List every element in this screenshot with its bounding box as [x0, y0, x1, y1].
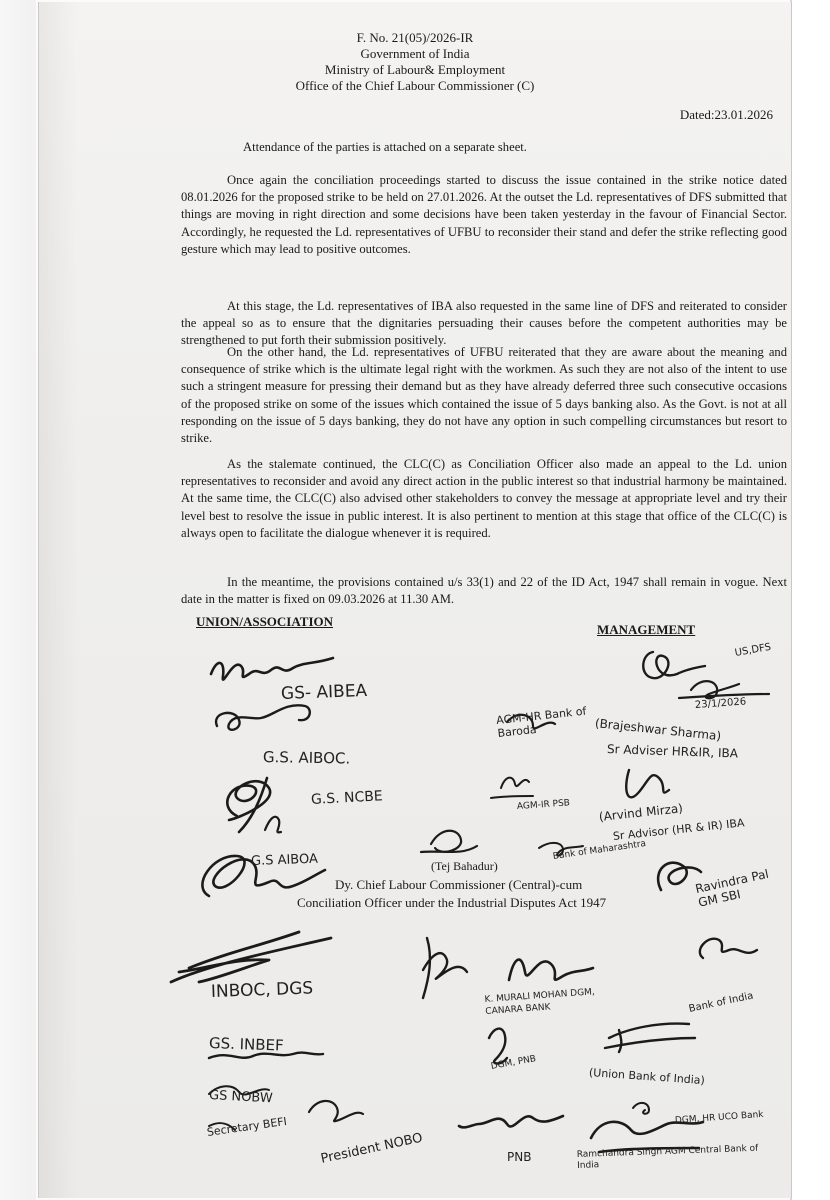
signature-label-arvind-mirza: (Arvind Mirza) [598, 801, 684, 824]
signature-label-sbi: Ravindra Pal GM SBI [694, 866, 770, 910]
signatory-role: Conciliation Officer under the Industrial Disputes Act 1947 [297, 895, 607, 910]
signature-label-uco-bank: DGM, HR UCO Bank [674, 1109, 764, 1126]
signature-label-pnb: PNB [507, 1150, 532, 1164]
signature-label-us-dfs: US,DFS [734, 641, 772, 659]
signature-label-befi: Secretary BEFI [206, 1114, 288, 1139]
paragraph-ufbu: On the other hand, the Ld. representatives of UFBU reiterated that they are aware about the meaning and consequence of strike which is the ultimate legal right with the workmen. As such they are not also of the intent to use such a stringent measure for pressing their demand but as they have already deferred three such consecutive occasions of the proposed strike on some of the issues which contained the issue of 5 days banking also. As the Govt. is not at all responding on the issue of 5 days banking, they do not have any option in such compelling circumstances but resort to strike. [181, 345, 787, 446]
paragraph-attendance: Attendance of the parties is attached on a separate sheet. [243, 140, 527, 154]
signature-label-gs-nobw: GS NOBW [208, 1088, 274, 1107]
paragraph-proceedings: Once again the conciliation proceedings started to discuss the issue contained in the strike notice dated 08.01.2026 for the proposed strike to be held on 27.01.2026. At the outset the Ld. representatives of DFS submitted that things are moving in right direction and some decisions have been taken yesterday in the favour of Financial Sector. Accordingly, he requested the Ld. representatives of UFBU to reconsider their stand and defer the strike reflecting good gesture which may lead to positive outcomes. [181, 173, 787, 256]
union-association-label: UNION/ASSOCIATION [196, 614, 334, 629]
left-margin [0, 0, 36, 1200]
signature-label-gs-ncbe: G.S. NCBE [310, 788, 384, 808]
signature-label-bank-of-india: Bank of India [687, 990, 755, 1015]
signature-label-gs-aibea: GS- AIBEA [280, 680, 368, 704]
signature-label-iba-advisor: Sr Advisor (HR & IR) IBA [612, 816, 746, 843]
signature-label-canara-bank: K. MURALI MOHAN DGM, CANARA BANK [484, 987, 596, 1017]
signatory-designation: Dy. Chief Labour Commissioner (Central)-cum [335, 877, 583, 892]
paragraph-stalemate: As the stalemate continued, the CLC(C) as Conciliation Officer also made an appeal to the Ld. union representatives to reconsider and avoid any direct action in the public interest so that industrial harmony be maintained. At the same time, the CLC(C) also advised other stakeholders to convey the message at appropriate level and try their level best to resolve the issue in public interest. It is also pertinent to mention at this stage that office of the CLC(C) is always open to facilitate the dialogue whenever it is required. [181, 457, 787, 540]
paragraph-iba: At this stage, the Ld. representatives of IBA also requested in the same line of DFS and reiterated to consider the appeal so as to ensure that the dignitaries persuading their causes before the competent authorities may be strengthened to put forth their submission positively. [181, 299, 787, 348]
right-margin [790, 0, 830, 1200]
file-number: F. No. 21(05)/2026-IR [356, 30, 474, 45]
document-page [38, 2, 792, 1198]
signature-label-iba-adviser: Sr Adviser HR&IR, IBA [606, 742, 739, 761]
signature-label-central-bank: Ramchandra Singh AGM Central Bank of India [576, 1143, 759, 1171]
signature-date: 23/1/2026 [694, 696, 747, 711]
document-date: Dated:23.01.2026 [679, 107, 773, 122]
signature-label-gs-inbef: GS. INBEF [208, 1034, 285, 1055]
signature-label-inboc-dgs: INBOC, DGS [210, 978, 314, 1002]
signature-label-bank-of-baroda: AGM-HR Bank of Baroda [495, 704, 587, 740]
paragraph-meantime: In the meantime, the provisions contained u/s 33(1) and 22 of the ID Act, 1947 shall remain in vogue. Next date in the matter is fixed on 09.03.2026 at 11.30 AM. [181, 575, 787, 607]
signatory-name: (Tej Bahadur) [431, 859, 498, 873]
signature-label-gs-aiboc: G.S. AIBOC. [262, 748, 351, 768]
signature-label-pnb-dgm: DGM, PNB [490, 1054, 537, 1072]
signature-label-psb: AGM-IR PSB [516, 798, 571, 812]
management-label: MANAGEMENT [597, 622, 696, 637]
signature-label-bank-of-maharashtra: Bank of Maharashtra [552, 838, 647, 862]
ministry-heading: Ministry of Labour& Employment [324, 62, 506, 77]
office-heading: Office of the Chief Labour Commissioner (C) [295, 78, 535, 93]
signature-label-nobo: President NOBO [319, 1130, 424, 1167]
signature-label-union-bank: (Union Bank of India) [588, 1066, 706, 1088]
signature-scribbles [39, 638, 791, 1198]
signature-label-brajeshwar: (Brajeshwar Sharma) [594, 716, 722, 744]
signature-label-gs-aiboa: G.S AIBOA [250, 851, 319, 869]
government-heading: Government of India [360, 46, 470, 61]
